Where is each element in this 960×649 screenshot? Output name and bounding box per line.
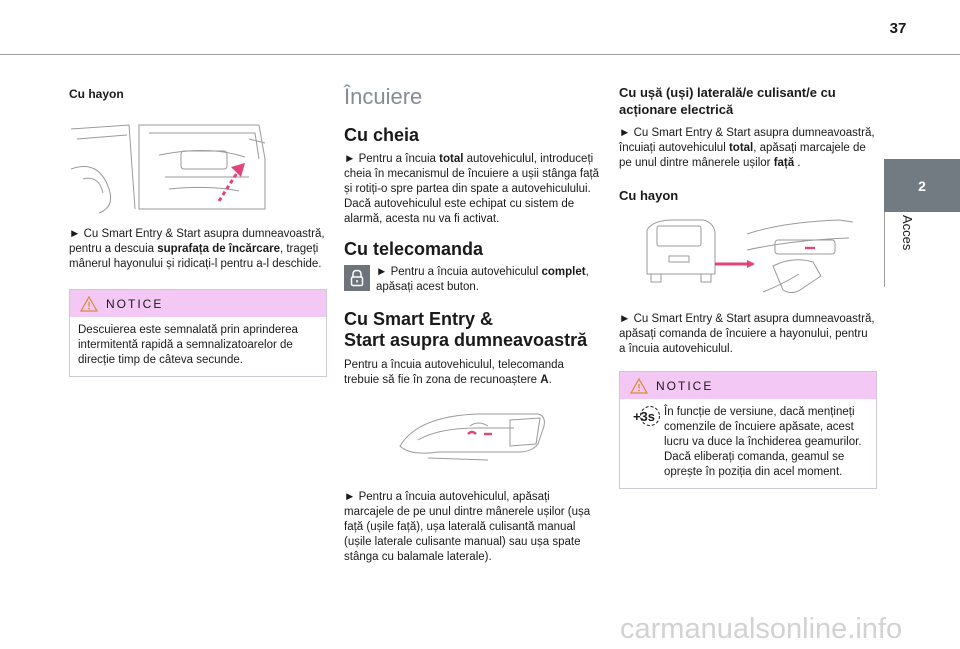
bullet-arrow-icon: ► [376,266,388,278]
lock-button-icon [344,265,370,291]
section-heading-key: Cu cheia [344,125,420,145]
tailgate-lock-illustration [643,216,859,298]
section-heading-hayon-lock: Cu hayon [619,188,679,203]
section-heading-hayon: Cu hayon [69,87,124,101]
svg-text:carmanualsonline.info: carmanualsonline.info [620,613,903,645]
bullet-arrow-icon: ► [619,313,631,325]
watermark [620,608,950,646]
notice-title: NOTICE [106,296,164,311]
warning-triangle-icon [630,378,648,394]
header-divider [0,54,960,55]
door-handle-illustration [398,406,548,464]
notice-body [620,399,876,488]
remote-lock-row [344,265,602,295]
notice-title: NOTICE [656,378,714,393]
bullet-arrow-icon: ► [344,153,356,165]
paragraph-unlock-hayon: ► Cu Smart Entry & Start asupra dumneavoastră, pentru a descuia suprafața de încărcare, trageți mânerul hayonului și ridicați-l pentru a-l deschide. [69,228,325,270]
svg-text:+3s: +3s [632,409,656,424]
page-title: Încuiere [344,84,423,109]
chapter-divider [884,212,885,287]
notice-header [70,290,326,317]
chapter-label: Acces [900,215,915,251]
notice-header [620,372,876,399]
section-heading-remote: Cu telecomanda [344,239,484,259]
column-left [69,87,327,377]
column-right [619,84,877,489]
chapter-tab[interactable]: 2 [884,159,960,212]
paragraph-remote-lock: ► Pentru a încuia autovehiculul complet, apăsați acest buton. [376,266,589,293]
notice-box-left [69,289,327,377]
paragraph-smart-entry: Pentru a încuia autovehiculul, telecomanda trebuie să fie în zona de recunoaștere A. [344,359,564,386]
arrow-up-icon [231,163,245,177]
paragraph-hayon-lock: ► Cu Smart Entry & Start asupra dumneavoastră, apăsați comanda de încuiere a hayonului, pentru a încuia autovehiculul. [619,313,875,355]
paragraph-key-alarm: Dacă autovehiculul este echipat cu sistem de alarmă, acesta nu va fi activat. [344,198,575,225]
bullet-arrow-icon: ► [344,491,356,503]
page-number: 37 [889,20,907,37]
notice-text: În funcție de versiune, dacă mențineți comenzile de încuiere apăsate, acest lucru va duce la închiderea geamurilor. Dacă eliberați comanda, geamul se oprește în poziția din acel moment. [664,406,862,478]
section-heading-smart-entry: Cu Smart Entry & Start asupra dumneavoastră [344,309,588,350]
notice-box-right [619,371,877,489]
press-3-seconds-icon [628,405,660,427]
warning-triangle-icon [80,296,98,312]
notice-text: Descuierea este semnalată prin aprinderea intermitentă rapidă a semnalizatoarelor de direcție timp de câteva secunde. [78,324,298,366]
paragraph-key-lock: ► Pentru a încuia total autovehiculul, introduceți cheia în mecanismul de încuiere a ușii stânga față și rotiți-o spre partea din spate a autovehiculului. [344,153,600,195]
paragraph-sliding-door: ► Cu Smart Entry & Start asupra dumneavoastră, încuiați autovehiculul total, apăsați marcajele de pe unul dintre mânerele ușilor față . [619,127,875,169]
bullet-arrow-icon: ► [69,228,81,240]
bullet-arrow-icon: ► [619,127,631,139]
section-heading-sliding-door: Cu ușă (uși) laterală/e culisant/e cu acționare electrică [619,85,836,117]
column-middle [344,84,602,565]
paragraph-handle-lock: ► Pentru a încuia autovehiculul, apăsați marcajele de pe unul dintre mânerele ușilor (ușa față (ușile față), ușa laterală culisantă manual (ușile laterale culisante manual) sau ușa spate stânga cu balamale laterale). [344,491,591,563]
tailgate-handle-illustration [69,119,269,215]
